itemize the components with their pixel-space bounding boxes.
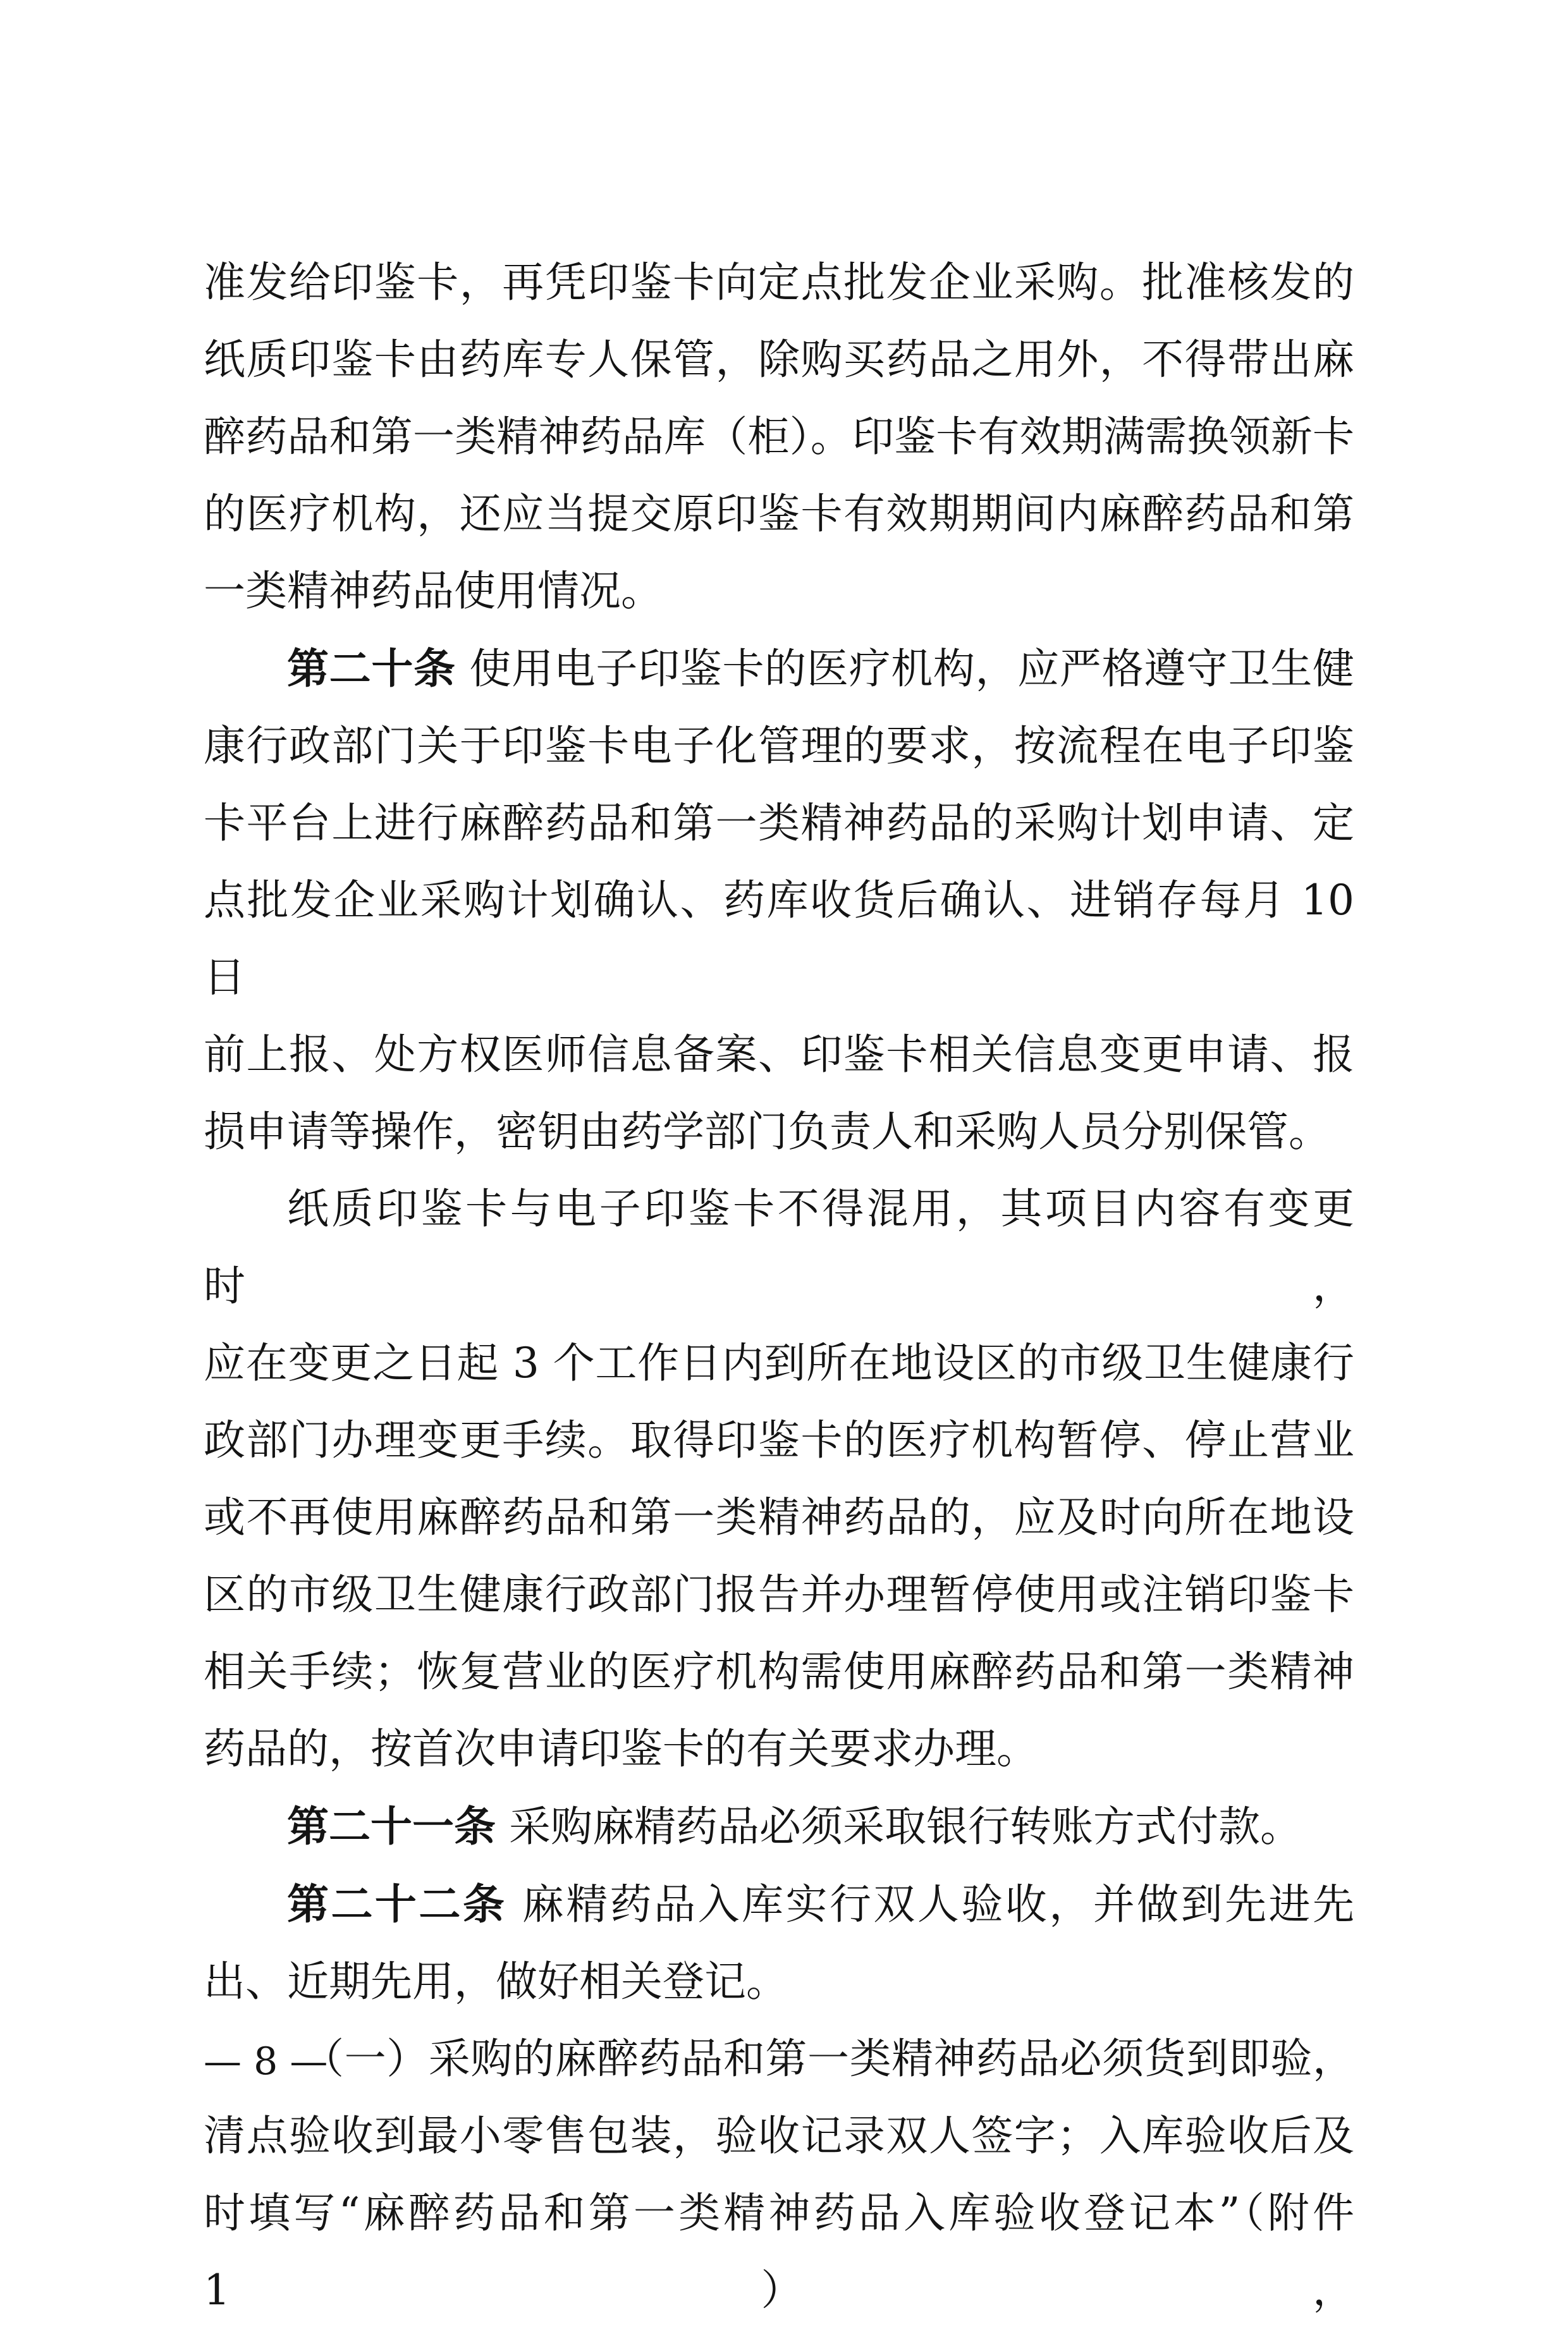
text-line: 药品的，按首次申请印鉴卡的有关要求办理。 bbox=[204, 1724, 1038, 1773]
article-heading: 第二十条 bbox=[287, 644, 456, 693]
text-line: 清点验收到最小零售包装，验收记录双人签字；入库验收后及 bbox=[204, 2111, 1354, 2160]
text-line: 纸质印鉴卡与电子印鉴卡不得混用，其项目内容有变更时， bbox=[204, 1184, 1354, 1310]
article-text: 使用电子印鉴卡的医疗机构，应严格遵守卫生健 bbox=[455, 644, 1355, 693]
text-line: 时填写“麻醉药品和第一类精神药品入库验收登记本”（附件 1）， bbox=[204, 2189, 1354, 2314]
text-line: （一）采购的麻醉药品和第一类精神药品必须货到即验， bbox=[302, 2034, 1354, 2083]
document-body bbox=[204, 244, 1354, 2329]
text-line: 一类精神药品使用情况。 bbox=[204, 567, 663, 615]
text-line: 纸质印鉴卡由药库专人保管，除购买药品之用外，不得带出麻 bbox=[204, 335, 1354, 384]
article-22-first-line bbox=[204, 1865, 1354, 1943]
text-line: 政部门办理变更手续。取得印鉴卡的医疗机构暂停、停止营业 bbox=[204, 1416, 1354, 1465]
text-line: 区的市级卫生健康行政部门报告并办理暂停使用或注销印鉴卡 bbox=[204, 1570, 1354, 1619]
article-heading: 第二十二条 bbox=[287, 1879, 507, 1929]
text-line: 的医疗机构，还应当提交原印鉴卡有效期期间内麻醉药品和第 bbox=[204, 489, 1354, 538]
text-line: 点批发企业采购计划确认、药库收货后确认、进销存每月 10 日 bbox=[204, 876, 1354, 1002]
article-20-first-line bbox=[204, 630, 1354, 708]
text-line: 出、近期先用，做好相关登记。 bbox=[204, 1957, 788, 2006]
text-line: 康行政部门关于印鉴卡电子化管理的要求，按流程在电子印鉴 bbox=[204, 722, 1354, 770]
text-line: 醉药品和第一类精神药品库（柜）。印鉴卡有效期满需换领新卡 bbox=[204, 412, 1354, 461]
text-line: 准发给印鉴卡，再凭印鉴卡向定点批发企业采购。批准核发的 bbox=[204, 258, 1354, 307]
text-line: 或不再使用麻醉药品和第一类精神药品的，应及时向所在地设 bbox=[204, 1493, 1354, 1542]
article-heading: 第二十一条 bbox=[287, 1802, 496, 1851]
text-line: 卡平台上进行麻醉药品和第一类精神药品的采购计划申请、定 bbox=[204, 799, 1354, 847]
article-text: 采购麻精药品必须采取银行转账方式付款。 bbox=[496, 1802, 1302, 1851]
text-line: 应在变更之日起 3 个工作日内到所在地设区的市级卫生健康行 bbox=[204, 1339, 1354, 1387]
text-line: 损申请等操作，密钥由药学部门负责人和采购人员分别保管。 bbox=[204, 1107, 1330, 1156]
article-text: 麻精药品入库实行双人验收，并做到先进先 bbox=[506, 1880, 1354, 1929]
text-line: 相关手续；恢复营业的医疗机构需使用麻醉药品和第一类精神 bbox=[204, 1647, 1354, 1696]
text-line: 前上报、处方权医师信息备案、印鉴卡相关信息变更申请、报 bbox=[204, 1030, 1354, 1079]
article-21-line bbox=[204, 1788, 1354, 1865]
page-number: — 8 — bbox=[204, 2039, 328, 2084]
